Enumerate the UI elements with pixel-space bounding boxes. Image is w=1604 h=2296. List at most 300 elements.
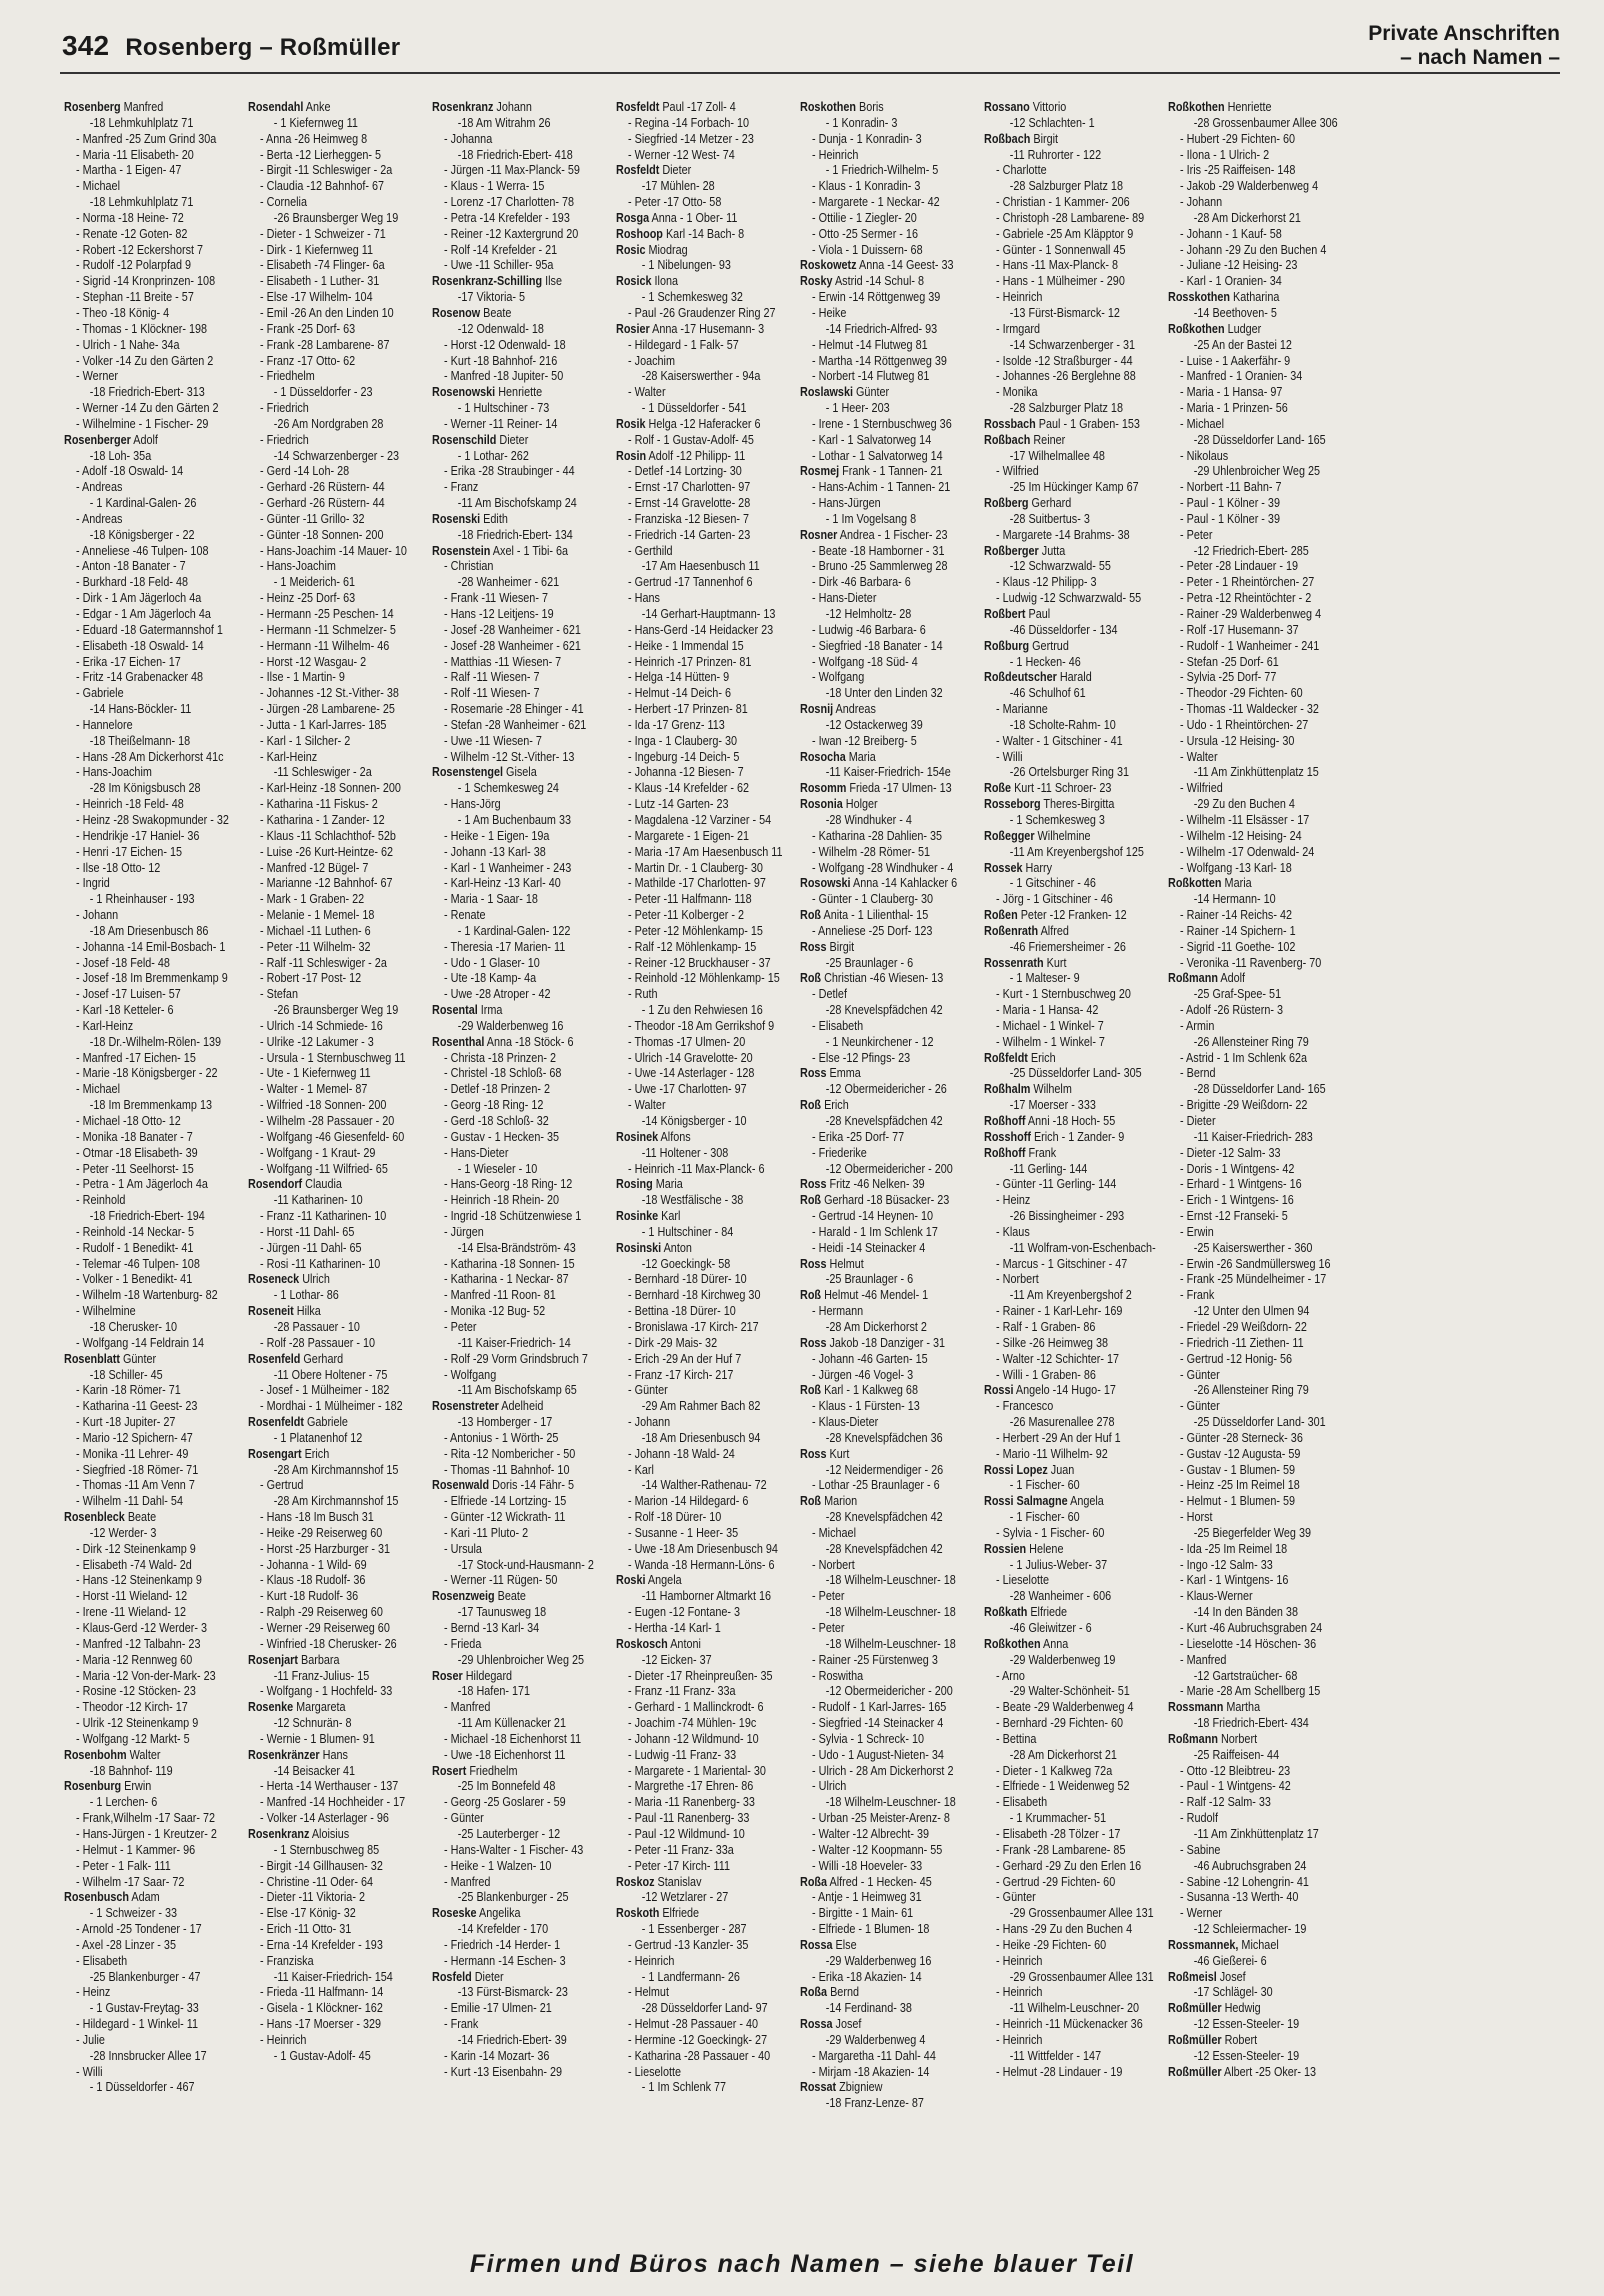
- surname-entry: [800, 1336, 980, 1352]
- given-name-entry: - Melanie - 1 Memel- 18: [260, 908, 375, 923]
- surname: Rosfeldt: [616, 100, 660, 114]
- given-name-entry: - Josef - 1 Mülheimer - 182: [260, 1383, 390, 1398]
- given-name-entry: - Michael -11 Luthen- 6: [260, 923, 371, 938]
- given-name-entry: - Heike - 1 Immendal 15: [628, 638, 744, 653]
- entry-detail: Angelika: [478, 1906, 521, 1921]
- entry-detail: Adam: [131, 1890, 160, 1905]
- given-name-entry: - Claudia -12 Bahnhof- 67: [260, 179, 385, 194]
- address-line: -14 Walther-Rathenau- 72: [641, 1478, 767, 1493]
- given-name-entry: - Erhard - 1 Wintgens- 16: [1180, 1177, 1302, 1192]
- surname-entry: [984, 1114, 1164, 1130]
- given-name-entry: - Heinrich -17 Prinzen- 81: [628, 654, 752, 669]
- given-name-entry: - Willi -18 Hoeveler- 33: [812, 1858, 923, 1873]
- given-name-entry: - Ingrid: [76, 876, 110, 891]
- given-name-entry: - Johann - 1 Kauf- 58: [1180, 226, 1282, 241]
- surname: Ross: [800, 939, 827, 954]
- entry-detail: Angelo -14 Hugo- 17: [1015, 1383, 1116, 1398]
- entry-detail: Adelheid: [501, 1399, 544, 1414]
- given-name-entry: - Rainer -29 Walderbenweg 4: [1180, 607, 1322, 621]
- given-name-entry: - Franz -11 Franz- 33a: [628, 1684, 736, 1699]
- given-name-entry: - Hermann -11 Schmelzer- 5: [260, 622, 396, 637]
- given-name-entry: - Wolfgang -28 Windhuker - 4: [812, 860, 954, 875]
- given-name-entry: - Walter - 1 Gitschiner - 41: [996, 733, 1123, 748]
- address-line: -13 Fürst-Bismarck- 12: [1009, 305, 1120, 320]
- given-name-entry: - Erich - 1 Wintgens- 16: [1180, 1193, 1294, 1208]
- address-line: - 1 Lerchen- 6: [89, 1795, 158, 1810]
- given-name-entry: - Ida -17 Grenz- 113: [628, 717, 725, 732]
- surname-entry: [984, 496, 1164, 512]
- address-line: -28 Am Dickerhorst 21: [1009, 1747, 1117, 1762]
- surname-entry: [432, 100, 612, 116]
- address-line: -18 Friedrich-Ebert- 134: [457, 527, 573, 542]
- surname-entry: [248, 1447, 428, 1463]
- address-line: -17 Mühlen- 28: [641, 179, 715, 194]
- address-line: - 1 Zu den Rehwiesen 16: [641, 1003, 763, 1018]
- surname: Roseske: [432, 1906, 477, 1921]
- address-line: -29 Walderbenweg 16: [825, 1953, 932, 1968]
- given-name-entry: - Siegfried -18 Römer- 71: [76, 1462, 199, 1477]
- given-name-entry: - Gerd -14 Loh- 28: [260, 464, 350, 479]
- surname: Rosenwald: [432, 1478, 490, 1493]
- given-name-entry: - Dieter -11 Viktoria- 2: [260, 1890, 365, 1905]
- surname-entry: [984, 1130, 1164, 1146]
- surname-entry: [432, 765, 612, 781]
- given-name-entry: - Helmut -14 Flutweg 81: [812, 337, 928, 352]
- given-name-entry: - Walter -12 Albrecht- 39: [812, 1826, 930, 1841]
- given-name-entry: - Stefan -25 Dorf- 61: [1180, 654, 1279, 669]
- entry-detail: Peter -12 Franken- 12: [1020, 908, 1127, 923]
- surname-entry: [984, 544, 1164, 560]
- given-name-entry: - Ludwig -46 Barbara- 6: [812, 622, 926, 637]
- surname-entry: [984, 433, 1164, 449]
- given-name-entry: - Hans-Joachim -14 Mauer- 10: [260, 543, 407, 558]
- surname: Roß: [800, 1383, 822, 1398]
- surname: Rosic: [616, 242, 646, 257]
- given-name-entry: - Dirk -12 Steinenkamp 9: [76, 1541, 196, 1556]
- given-name-entry: - Hans-Dieter: [812, 591, 877, 606]
- surname-entry: [984, 607, 1164, 623]
- surname: Roßbert: [984, 607, 1026, 621]
- given-name-entry: - Antje - 1 Heimweg 31: [812, 1890, 922, 1905]
- address-line: -11 Am Kreyenbergshof 125: [1009, 844, 1144, 859]
- given-name-entry: - Horst -12 Odenwald- 18: [444, 337, 566, 352]
- given-name-entry: - Berta -12 Lierheggen- 5: [260, 147, 382, 162]
- given-name-entry: - Dieter: [1180, 1114, 1216, 1128]
- address-line: -12 Essen-Steeler- 19: [1193, 2048, 1300, 2063]
- address-line: -28 Knevelspfädchen 36: [825, 1430, 943, 1445]
- surname: Rosenblatt: [64, 1351, 120, 1366]
- given-name-entry: - Dirk - 1 Am Jägerloch 4a: [76, 591, 202, 606]
- entry-detail: Gerhard: [303, 1351, 344, 1366]
- given-name-entry: - Marianne -12 Bahnhof- 67: [260, 876, 393, 891]
- given-name-entry: - Uwe -28 Atroper - 42: [444, 987, 551, 1002]
- surname: Roskosch: [616, 1636, 668, 1651]
- given-name-entry: - Margaretha -11 Dahl- 44: [812, 2048, 936, 2063]
- surname-entry: [1168, 322, 1348, 338]
- address-line: - 1 Essenberger - 287: [641, 1922, 747, 1937]
- given-name-entry: - Hermann -11 Wilhelm- 46: [260, 638, 390, 653]
- surname: Rosonia: [800, 797, 843, 812]
- address-line: -12 Schwarzwald- 55: [1009, 559, 1111, 574]
- address-line: -11 Kaiser-Friedrich- 283: [1193, 1129, 1313, 1144]
- address-line: -18 Dr.-Wilhelm-Rölen- 139: [89, 1034, 222, 1049]
- surname-entry: [1168, 1970, 1348, 1986]
- surname-entry: [432, 1035, 612, 1051]
- given-name-entry: - Elisabeth: [76, 1953, 128, 1968]
- given-name-entry: - Klaus-Dieter: [812, 1415, 879, 1430]
- address-line: - 1 Wieseler - 10: [457, 1161, 538, 1176]
- given-name-entry: - Katharina -18 Sonnen- 15: [444, 1256, 575, 1271]
- given-name-entry: - Karin -14 Mozart- 36: [444, 2048, 550, 2063]
- given-name-entry: - Lothar - 1 Salvatorweg 14: [812, 448, 943, 463]
- given-name-entry: - Ralph -29 Reiserweg 60: [260, 1605, 383, 1620]
- given-name-entry: - Günter -18 Sonnen- 200: [260, 527, 384, 542]
- given-name-entry: - Christoph -28 Lambarene- 89: [996, 210, 1145, 225]
- given-name-entry: - Josef -17 Luisen- 57: [76, 987, 181, 1002]
- given-name-entry: - Wanda -18 Hermann-Löns- 6: [628, 1557, 775, 1572]
- given-name-entry: - Michael -18 Otto- 12: [76, 1114, 181, 1128]
- address-line: -18 Westfälische - 38: [641, 1193, 744, 1208]
- given-name-entry: - Hertha -14 Karl- 1: [628, 1621, 721, 1635]
- given-name-entry: - Lothar -25 Braunlager - 6: [812, 1478, 940, 1493]
- surname-entry: [800, 1288, 980, 1304]
- given-name-entry: - Rudolf - 1 Benedikt- 41: [76, 1240, 194, 1255]
- given-name-entry: - Eduard -18 Gatermannshof 1: [76, 622, 223, 637]
- given-name-entry: - Klaus -14 Krefelder - 62: [628, 781, 750, 796]
- given-name-entry: - Heinz -25 Im Reimel 18: [1180, 1478, 1300, 1493]
- surname: Rossa: [800, 2017, 833, 2032]
- given-name-entry: - Bruno -25 Sammlerweg 28: [812, 559, 948, 574]
- surname: Rosik: [616, 416, 646, 431]
- address-line: -11 Am Zinkhüttenplatz 17: [1193, 1826, 1319, 1841]
- surname: Roß: [800, 908, 822, 923]
- given-name-entry: - Marie -18 Königsberger - 22: [76, 1066, 218, 1081]
- given-name-entry: - Klaus: [996, 1224, 1030, 1239]
- address-line: - 1 Fischer- 60: [1009, 1510, 1080, 1525]
- given-name-entry: - Kurt -18 Rudolf- 36: [260, 1589, 359, 1604]
- address-line: - 1 Heer- 203: [825, 401, 890, 416]
- given-name-entry: - Rolf -29 Vorm Grindsbruch 7: [444, 1351, 588, 1366]
- given-name-entry: - Horst -11 Wieland- 12: [76, 1589, 188, 1604]
- surname: Roßkothen: [984, 1636, 1041, 1651]
- given-name-entry: - Adolf -26 Rüstern- 3: [1180, 1003, 1283, 1018]
- address-line: -14 Beethoven- 5: [1193, 305, 1277, 320]
- surname: Roßbach: [984, 432, 1031, 447]
- given-name-entry: - Hermann: [812, 1304, 864, 1319]
- given-name-entry: - Norbert -11 Bahn- 7: [1180, 480, 1282, 495]
- address-line: - 1 Düsseldorfer - 541: [641, 401, 747, 416]
- given-name-entry: - Frieda -11 Halfmann- 14: [260, 1985, 384, 2000]
- entry-detail: Paul -17 Zoll- 4: [662, 100, 736, 114]
- given-name-entry: - Katharina -11 Geest- 23: [76, 1399, 198, 1414]
- given-name-entry: - Gerhard -26 Rüstern- 44: [260, 496, 385, 511]
- given-name-entry: - Michael - 1 Winkel- 7: [996, 1018, 1104, 1033]
- given-name-entry: - Monika -18 Banater - 7: [76, 1129, 193, 1144]
- given-name-entry: - Peter -11 Franz- 33a: [628, 1842, 734, 1857]
- address-line: -28 Windhuker - 4: [825, 812, 912, 827]
- surname-entry: [616, 322, 796, 338]
- surname: Rossmann: [1168, 1700, 1224, 1715]
- given-name-entry: - Gerhard -29 Zu den Erlen 16: [996, 1858, 1142, 1873]
- address-line: - 1 Julius-Weber- 37: [1009, 1557, 1108, 1572]
- given-name-entry: - Hendrikje -17 Haniel- 36: [76, 828, 200, 843]
- address-line: -28 Salzburger Platz 18: [1009, 179, 1123, 194]
- given-name-entry: - Erna -14 Krefelder - 193: [260, 1937, 383, 1952]
- given-name-entry: - Birgit -14 Gillhausen- 32: [260, 1858, 383, 1873]
- address-line: -25 Kaiserswerther - 360: [1193, 1240, 1313, 1255]
- given-name-entry: - Georg -25 Goslarer - 59: [444, 1795, 566, 1810]
- given-name-entry: - Ulrik -12 Steinenkamp 9: [76, 1716, 199, 1731]
- address-line: -28 Düsseldorfer Land- 97: [641, 2001, 768, 2016]
- address-line: -12 Helmholtz- 28: [825, 607, 912, 621]
- given-name-entry: - Heinrich -11 Mückenacker 36: [996, 2017, 1143, 2032]
- surname: Rossenrath: [984, 955, 1044, 970]
- surname-entry: [432, 512, 612, 528]
- given-name-entry: - Theodor -18 Am Gerrikshof 9: [628, 1018, 775, 1033]
- given-name-entry: - Werner: [76, 369, 118, 384]
- surname-entry: [800, 1985, 980, 2001]
- entry-detail: Aloisius: [311, 1826, 350, 1841]
- given-name-entry: - Klaus - 1 Werra- 15: [444, 179, 545, 194]
- given-name-entry: - Johann -12 Wildmund- 10: [628, 1731, 759, 1746]
- given-name-entry: - Peter -11 Kolberger - 2: [628, 908, 745, 923]
- given-name-entry: - Maria - 1 Saar- 18: [444, 892, 538, 907]
- given-name-entry: - Jörg - 1 Gitschiner - 46: [996, 892, 1113, 907]
- entry-detail: Gisela: [506, 765, 537, 780]
- entry-detail: Helene: [1029, 1541, 1064, 1556]
- address-line: -11 Schleswiger - 2a: [273, 765, 372, 780]
- given-name-entry: - Heinrich -11 Max-Planck- 6: [628, 1161, 765, 1176]
- given-name-entry: - Heinrich -18 Rhein- 20: [444, 1193, 560, 1208]
- surname-entry: [984, 639, 1164, 655]
- entry-detail: Boris: [858, 100, 884, 114]
- given-name-entry: - Katharina -28 Dahlien- 35: [812, 828, 943, 843]
- given-name-entry: - Günter -11 Grillo- 32: [260, 511, 365, 526]
- address-line: - 1 Schemkesweg 32: [641, 290, 743, 305]
- address-line: -29 Grossenbaumer Allee 131: [1009, 1906, 1154, 1921]
- given-name-entry: - Dieter -12 Salm- 33: [1180, 1145, 1281, 1160]
- given-name-entry: - Ursula: [444, 1541, 482, 1556]
- given-name-entry: - Anton -18 Banater - 7: [76, 559, 186, 574]
- surname-entry: [432, 1906, 612, 1922]
- given-name-entry: - Joachim: [628, 353, 675, 368]
- given-name-entry: - Kurt -46 Aubruchsgraben 24: [1180, 1621, 1323, 1635]
- given-name-entry: - Norbert -14 Flutweg 81: [812, 369, 930, 384]
- given-name-entry: - Elisabeth -18 Oswald- 14: [76, 638, 204, 653]
- address-line: -18 Lehmkuhlplatz 71: [89, 115, 194, 130]
- given-name-entry: - Andreas: [76, 511, 123, 526]
- surname-entry: [1168, 1732, 1348, 1748]
- given-name-entry: - Michael: [812, 1525, 856, 1540]
- entry-detail: Alfred - 1 Hecken- 45: [829, 1874, 932, 1889]
- given-name-entry: - Thomas -17 Ulmen- 20: [628, 1034, 746, 1049]
- entry-detail: Marion: [824, 1494, 858, 1509]
- given-name-entry: - Heike -29 Fichten- 60: [996, 1937, 1107, 1952]
- surname-entry: [984, 1494, 1164, 1510]
- given-name-entry: - Heinz: [76, 1985, 111, 2000]
- entry-detail: Albert -25 Oker- 13: [1223, 2064, 1317, 2079]
- given-name-entry: - Jürgen -11 Dahl- 65: [260, 1240, 362, 1255]
- given-name-entry: - Norma -18 Heine- 72: [76, 210, 184, 225]
- entry-detail: Kurt: [1046, 955, 1067, 970]
- given-name-entry: - Stefan -28 Wanheimer - 621: [444, 717, 587, 732]
- given-name-entry: - Henri -17 Eichen- 15: [76, 844, 182, 859]
- given-name-entry: - Hermann -14 Eschen- 3: [444, 1953, 566, 1968]
- given-name-entry: - Marion -14 Hildegard- 6: [628, 1494, 749, 1509]
- given-name-entry: - Karl-Heinz -13 Karl- 40: [444, 876, 561, 891]
- given-name-entry: - Ingeburg -14 Deich- 5: [628, 749, 740, 764]
- address-line: -17 Wilhelmallee 48: [1009, 448, 1105, 463]
- entry-detail: Emma: [829, 1066, 861, 1081]
- given-name-entry: - Elisabeth -74 Flinger- 6a: [260, 258, 385, 273]
- given-name-entry: - Ralf - 1 Graben- 86: [996, 1319, 1096, 1334]
- given-name-entry: - Rudolf - 1 Karl-Jarres- 165: [812, 1700, 947, 1715]
- surname-entry: [616, 274, 796, 290]
- given-name-entry: - Emil -26 An den Linden 10: [260, 305, 394, 320]
- surname: Rosenberg: [64, 100, 121, 114]
- given-name-entry: - Wolfgang -46 Giesenfeld- 60: [260, 1129, 405, 1144]
- given-name-entry: - Willi - 1 Graben- 86: [996, 1367, 1096, 1382]
- surname-entry: [432, 433, 612, 449]
- surname-entry: [432, 1399, 612, 1415]
- given-name-entry: - Hans-Joachim: [260, 559, 336, 574]
- surname: Rosier: [616, 321, 650, 336]
- entry-detail: Jakob -18 Danziger - 31: [829, 1335, 946, 1350]
- given-name-entry: - Reinhold -12 Möhlenkamp- 15: [628, 971, 780, 986]
- given-name-entry: - Heinrich: [628, 1953, 675, 1968]
- entry-detail: Erich - 1 Zander- 9: [1033, 1129, 1125, 1144]
- entry-detail: Dieter: [662, 163, 692, 178]
- address-line: -46 Gleiwitzer - 6: [1009, 1621, 1092, 1635]
- given-name-entry: - Inga - 1 Clauberg- 30: [628, 733, 738, 748]
- surname: Rosick: [616, 274, 652, 289]
- surname: Roßdeutscher: [984, 670, 1057, 685]
- surname-entry: [984, 1146, 1164, 1162]
- given-name-entry: - Franz: [444, 480, 479, 495]
- entry-detail: Fritz -46 Nelken- 39: [829, 1177, 925, 1192]
- surname-entry: [800, 750, 980, 766]
- given-name-entry: - Thomas -11 Waldecker - 32: [1180, 702, 1319, 717]
- given-name-entry: - Josef -18 Feld- 48: [76, 955, 170, 970]
- given-name-entry: - Ingo -12 Salm- 33: [1180, 1557, 1273, 1572]
- given-name-entry: - Peter: [812, 1589, 845, 1604]
- address-line: - 1 Krummacher- 51: [1009, 1811, 1107, 1826]
- given-name-entry: - Günter: [444, 1811, 484, 1826]
- given-name-entry: - Christian: [444, 559, 494, 574]
- entry-detail: Irma: [480, 1003, 503, 1018]
- address-line: -18 Franz-Lenze- 87: [825, 2096, 924, 2111]
- given-name-entry: - Telemar -46 Tulpen- 108: [76, 1256, 200, 1271]
- given-name-entry: - Wilhelm -17 Saar- 72: [76, 1874, 185, 1889]
- given-name-entry: - Irene -11 Wieland- 12: [76, 1605, 187, 1620]
- entry-detail: Erich: [1030, 1050, 1056, 1065]
- given-name-entry: - Heike - 1 Walzen- 10: [444, 1858, 552, 1873]
- surname-entry: [616, 1637, 796, 1653]
- given-name-entry: - Günter -11 Gerling- 144: [996, 1177, 1117, 1192]
- given-name-entry: - Frieda: [444, 1636, 482, 1651]
- surname: Rosenschild: [432, 432, 497, 447]
- given-name-entry: - Marcus - 1 Gitschiner - 47: [996, 1256, 1128, 1271]
- given-name-entry: - Frank -11 Wiesen- 7: [444, 591, 548, 606]
- given-name-entry: - Hans -28 Am Dickerhorst 41c: [76, 749, 224, 764]
- address-line: -11 Gerling- 144: [1009, 1161, 1088, 1176]
- given-name-entry: - Mario -12 Spichern- 47: [76, 1430, 193, 1445]
- given-name-entry: - Bernd: [1180, 1066, 1216, 1081]
- given-name-entry: - Klaus -11 Schlachthof- 52b: [260, 828, 396, 843]
- given-name-entry: - Frank: [1180, 1288, 1215, 1303]
- entry-detail: Erwin: [124, 1779, 152, 1794]
- given-name-entry: - Petra -14 Krefelder - 193: [444, 210, 570, 225]
- address-line: - 1 Düsseldorfer - 467: [89, 2080, 195, 2095]
- address-line: - 1 Im Schlenk 77: [641, 2080, 727, 2095]
- address-line: -17 Moerser - 333: [1009, 1098, 1096, 1113]
- given-name-entry: - Brigitte -29 Weißdorn- 22: [1180, 1098, 1308, 1113]
- given-name-entry: - Gabriele: [76, 686, 124, 701]
- address-line: - 1 Hecken- 46: [1009, 654, 1081, 669]
- given-name-entry: - Peter -28 Lindauer - 19: [1180, 559, 1299, 574]
- given-name-entry: - Peter: [812, 1621, 845, 1635]
- address-line: -18 Hafen- 171: [457, 1684, 531, 1699]
- address-line: -12 Schleiermacher- 19: [1193, 1922, 1307, 1937]
- given-name-entry: - Hubert -29 Fichten- 60: [1180, 131, 1296, 146]
- given-name-entry: - Manfred -12 Talbahn- 23: [76, 1636, 201, 1651]
- surname: Rossmannek,: [1168, 1937, 1239, 1952]
- address-line: -12 Odenwald- 18: [457, 321, 544, 336]
- given-name-entry: - Peter -11 Seelhorst- 15: [76, 1161, 194, 1176]
- given-name-entry: - Paul - 1 Wintgens- 42: [1180, 1779, 1291, 1794]
- given-name-entry: - Herbert -17 Prinzen- 81: [628, 702, 748, 717]
- surname-entry: [800, 1383, 980, 1399]
- given-name-entry: - Mirjam -18 Akazien- 14: [812, 2064, 930, 2079]
- given-name-entry: - Lorenz -17 Charlotten- 78: [444, 195, 575, 210]
- given-name-entry: - Reinhold: [76, 1193, 126, 1208]
- given-name-entry: - Burkhard -18 Feld- 48: [76, 575, 189, 590]
- surname-entry: [800, 781, 980, 797]
- given-name-entry: - Elfriede - 1 Weidenweg 52: [996, 1779, 1130, 1794]
- entry-detail: Ulrich: [302, 1272, 330, 1287]
- given-name-entry: - Katharina -11 Fiskus- 2: [260, 797, 378, 812]
- entry-detail: Helmut: [829, 1256, 864, 1271]
- address-line: -26 Braunsberger Weg 19: [273, 1003, 399, 1018]
- given-name-entry: - Heinrich: [260, 2032, 307, 2047]
- surname: Rosenkränzer: [248, 1747, 320, 1762]
- given-name-entry: - Maria -17 Am Haesenbusch 11: [628, 844, 783, 859]
- given-name-entry: - Ulrike -12 Lakumer - 3: [260, 1034, 374, 1049]
- address-line: -12 Ostackerweg 39: [825, 717, 923, 732]
- address-line: -12 Werder- 3: [89, 1525, 157, 1540]
- given-name-entry: - Maria -12 Von-der-Mark- 23: [76, 1668, 216, 1683]
- surname: Roßen: [984, 908, 1018, 923]
- given-name-entry: - Paul -11 Ranenberg- 33: [628, 1811, 750, 1826]
- address-line: -26 Masurenallee 278: [1009, 1415, 1115, 1430]
- surname-entry: [64, 433, 244, 449]
- surname: Ross: [800, 1335, 827, 1350]
- given-name-entry: - Peter -11 Wilhelm- 32: [260, 939, 371, 954]
- entry-detail: Josef: [1219, 1969, 1246, 1984]
- entry-detail: Ilse: [545, 274, 563, 289]
- given-name-entry: - Franz -17 Otto- 62: [260, 353, 356, 368]
- entry-detail: Michael: [1241, 1937, 1279, 1952]
- given-name-entry: - Günter: [996, 1890, 1036, 1905]
- given-name-entry: - Peter - 1 Falk- 111: [76, 1858, 171, 1873]
- given-name-entry: - Uwe -14 Asterlager - 128: [628, 1066, 755, 1081]
- given-name-entry: - Ludwig -11 Franz- 33: [628, 1747, 737, 1762]
- entry-detail: Anna - 1 Ober- 11: [651, 210, 738, 225]
- given-name-entry: - Heinz -25 Dorf- 63: [260, 591, 356, 606]
- address-line: -11 Am Kreyenbergshof 2: [1009, 1288, 1132, 1303]
- given-name-entry: - Ludwig -12 Schwarzwald- 55: [996, 591, 1142, 606]
- given-name-entry: - Mathilde -17 Charlotten- 97: [628, 876, 766, 891]
